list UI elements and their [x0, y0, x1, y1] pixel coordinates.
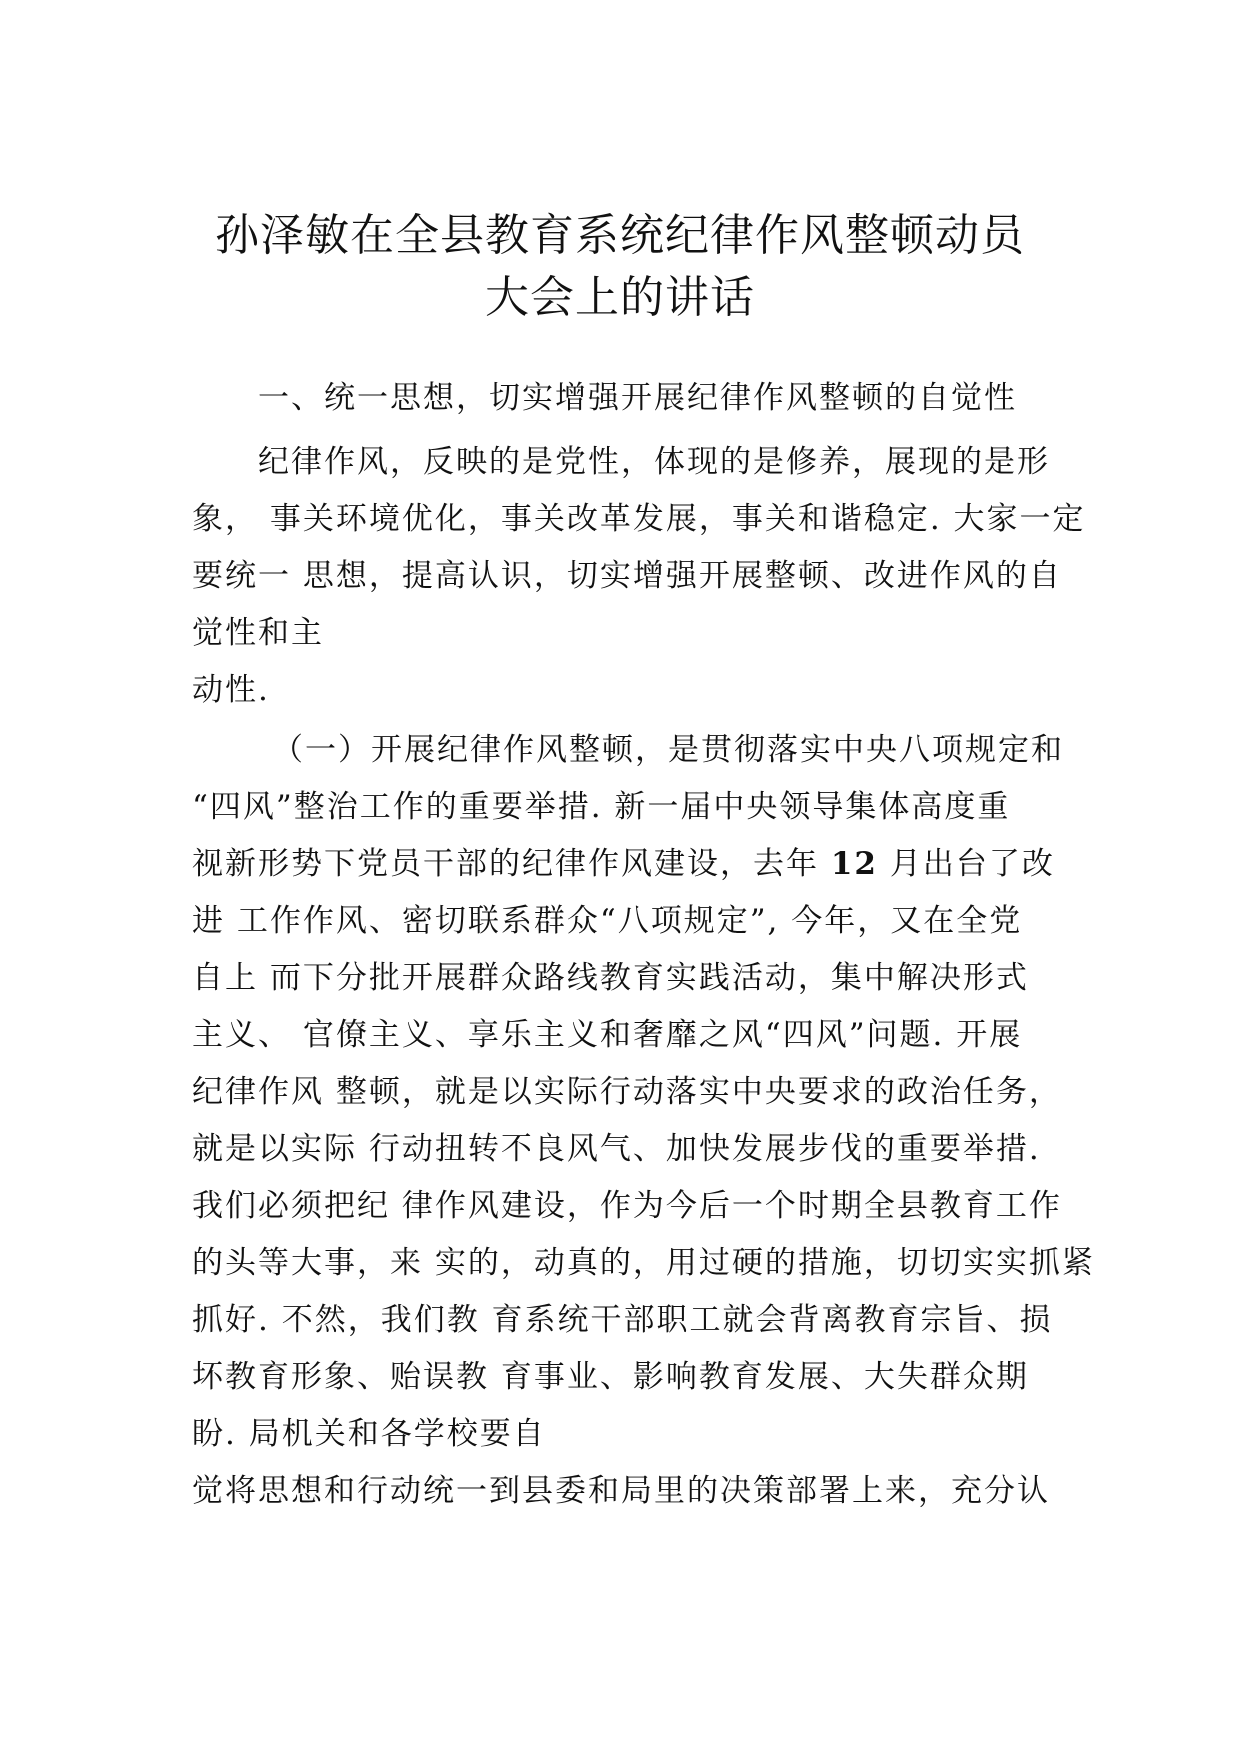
paragraph-line: 就是以实际 行动扭转不良风气、加快发展步伐的重要举措. — [192, 1131, 1041, 1167]
paragraph-line: 坏教育形象、贻误教 育事业、影响教育发展、大失群众期 — [192, 1359, 1029, 1395]
month-number: 12 — [830, 846, 878, 882]
line-text: 视新形势下党员干部的纪律作风建设，去年 — [192, 846, 831, 882]
paragraph-line: 纪律作风，反映的是党性，体现的是修养，展现的是形 — [258, 444, 1050, 480]
paragraph-line: 盼. 局机关和各学校要自 — [192, 1416, 546, 1452]
line-text: 月出台了改 — [878, 846, 1055, 882]
paragraph-line: “四风”整治工作的重要举措. 新一届中央领导集体高度重 — [192, 789, 1011, 825]
paragraph-line: 象， 事关环境优化，事关改革发展，事关和谐稳定. 大家一定 — [192, 501, 1086, 537]
paragraph-1 — [192, 434, 1086, 719]
paragraph-line: 自上 而下分批开展群众路线教育实践活动，集中解决形式 — [192, 960, 1029, 996]
paragraph-line: 进 工作作风、密切联系群众“八项规定”, 今年，又在全党 — [192, 903, 1023, 939]
paragraph-line: 动性. — [192, 672, 270, 708]
paragraph-2 — [192, 722, 1095, 1520]
paragraph-line: 的头等大事，来 实的，动真的，用过硬的措施，切切实实抓紧 — [192, 1245, 1095, 1281]
paragraph-line: 要统一 思想，提高认识，切实增强开展整顿、改进作风的自 — [192, 558, 1062, 594]
paragraph-line: 我们必须把纪 律作风建设，作为今后一个时期全县教育工作 — [192, 1188, 1062, 1224]
paragraph-line: （一）开展纪律作风整顿，是贯彻落实中央八项规定和 — [272, 732, 1064, 768]
paragraph-line: 觉将思想和行动统一到县委和局里的决策部署上来，充分认 — [192, 1473, 1050, 1509]
title-line-1: 孙泽敏在全县教育系统纪律作风整顿动员 — [215, 210, 1025, 261]
title-line-2: 大会上的讲话 — [485, 272, 755, 323]
paragraph-line: 抓好. 不然，我们教 育系统干部职工就会背离教育宗旨、损 — [192, 1302, 1053, 1338]
paragraph-line: 觉性和主 — [192, 615, 324, 651]
section-heading: 一、统一思想，切实增强开展纪律作风整顿的自觉性 — [258, 380, 1017, 416]
paragraph-line — [192, 836, 1062, 893]
document-title — [120, 205, 1120, 329]
paragraph-line: 主义、 官僚主义、享乐主义和奢靡之风“四风”问题. 开展 — [192, 1017, 1023, 1053]
paragraph-line: 纪律作风 整顿，就是以实际行动落实中央要求的政治任务， — [192, 1074, 1062, 1110]
